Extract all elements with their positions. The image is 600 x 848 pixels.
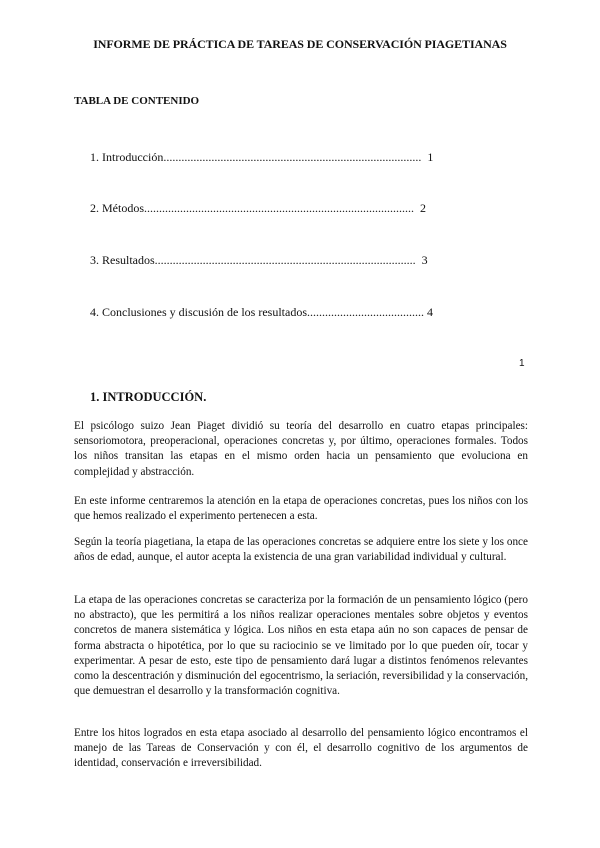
toc-item-page: 4 <box>426 305 433 319</box>
paragraph: La etapa de las operaciones concretas se caracteriza por la formación de un pensamiento lógico (pero no abstracto), que les permitirá a los niños realizar operaciones mentales sobre objetos y eventos concretos de manera sistemática y lógica. Los niños en esta etapa aún no son capaces de pensar de forma abstracta o hipotética, por lo que su raciocinio se ve limitado por lo que pueden oír, tocar y experimentar. A pesar de esto, este tipo de pensamiento dará lugar a distintos fenómenos relevantes como la descentración y disminución del egocentrismo, la seriación, reversibilidad y la conservación, que demuestran el desarrollo y la transformación cognitiva. <box>74 594 528 698</box>
paragraph: Entre los hitos logrados en esta etapa asociado al desarrollo del pensamiento lógico encontramos el manejo de las Tareas de Conservación y con él, el desarrollo cognitivo de los argumentos de identidad, conservación e irreversibilidad. <box>74 727 528 770</box>
toc-item-page: 1 <box>427 150 434 164</box>
paragraph: El psicólogo suizo Jean Piaget dividió su teoría del desarrollo en cuatro etapas principales: sensoriomotora, preoperacional, operaciones concretas y, por último, operaciones formales. Todos los niños transitan las etapas en el mismo orden hacia un pensamiento que evoluciona en complejidad y abstracción. <box>74 420 528 478</box>
toc-item-dots: .......................................................................................... <box>144 201 414 215</box>
paragraph: En este informe centraremos la atención en la etapa de operaciones concretas, pues los niños con los que hemos realizado el experimento pertenecen a esta. <box>74 495 528 523</box>
toc-item-label: 4. Conclusiones y discusión de los resultados <box>90 305 307 319</box>
toc-heading: TABLA DE CONTENIDO <box>74 95 200 107</box>
toc-item-label: 2. Métodos <box>90 201 144 215</box>
toc-item-page: 3 <box>421 253 428 267</box>
page-number: 1 <box>519 358 525 369</box>
toc-item-label: 1. Introducción <box>90 150 164 164</box>
toc-item[interactable] <box>90 150 433 165</box>
section-heading: 1. INTRODUCCIÓN. <box>90 390 207 404</box>
toc-item[interactable] <box>90 253 428 268</box>
toc-item-dots: ....................................................................................... <box>154 253 416 267</box>
toc-item-label: 3. Resultados <box>90 253 155 267</box>
toc-item-page: 2 <box>420 201 426 215</box>
toc-item[interactable] <box>90 305 433 320</box>
document-title: INFORME DE PRÁCTICA DE TAREAS DE CONSERVACIÓN PIAGETIANAS <box>93 37 507 51</box>
paragraph: Según la teoría piagetiana, la etapa de las operaciones concretas se adquiere entre los siete y los once años de edad, aunque, el autor acepta la existencia de una gran variabilidad individual y cultural. <box>74 536 528 564</box>
toc-item-dots: ...................................................................................... <box>163 150 422 164</box>
toc-item[interactable] <box>90 201 426 216</box>
toc-item-dots: ....................................... <box>306 305 424 319</box>
